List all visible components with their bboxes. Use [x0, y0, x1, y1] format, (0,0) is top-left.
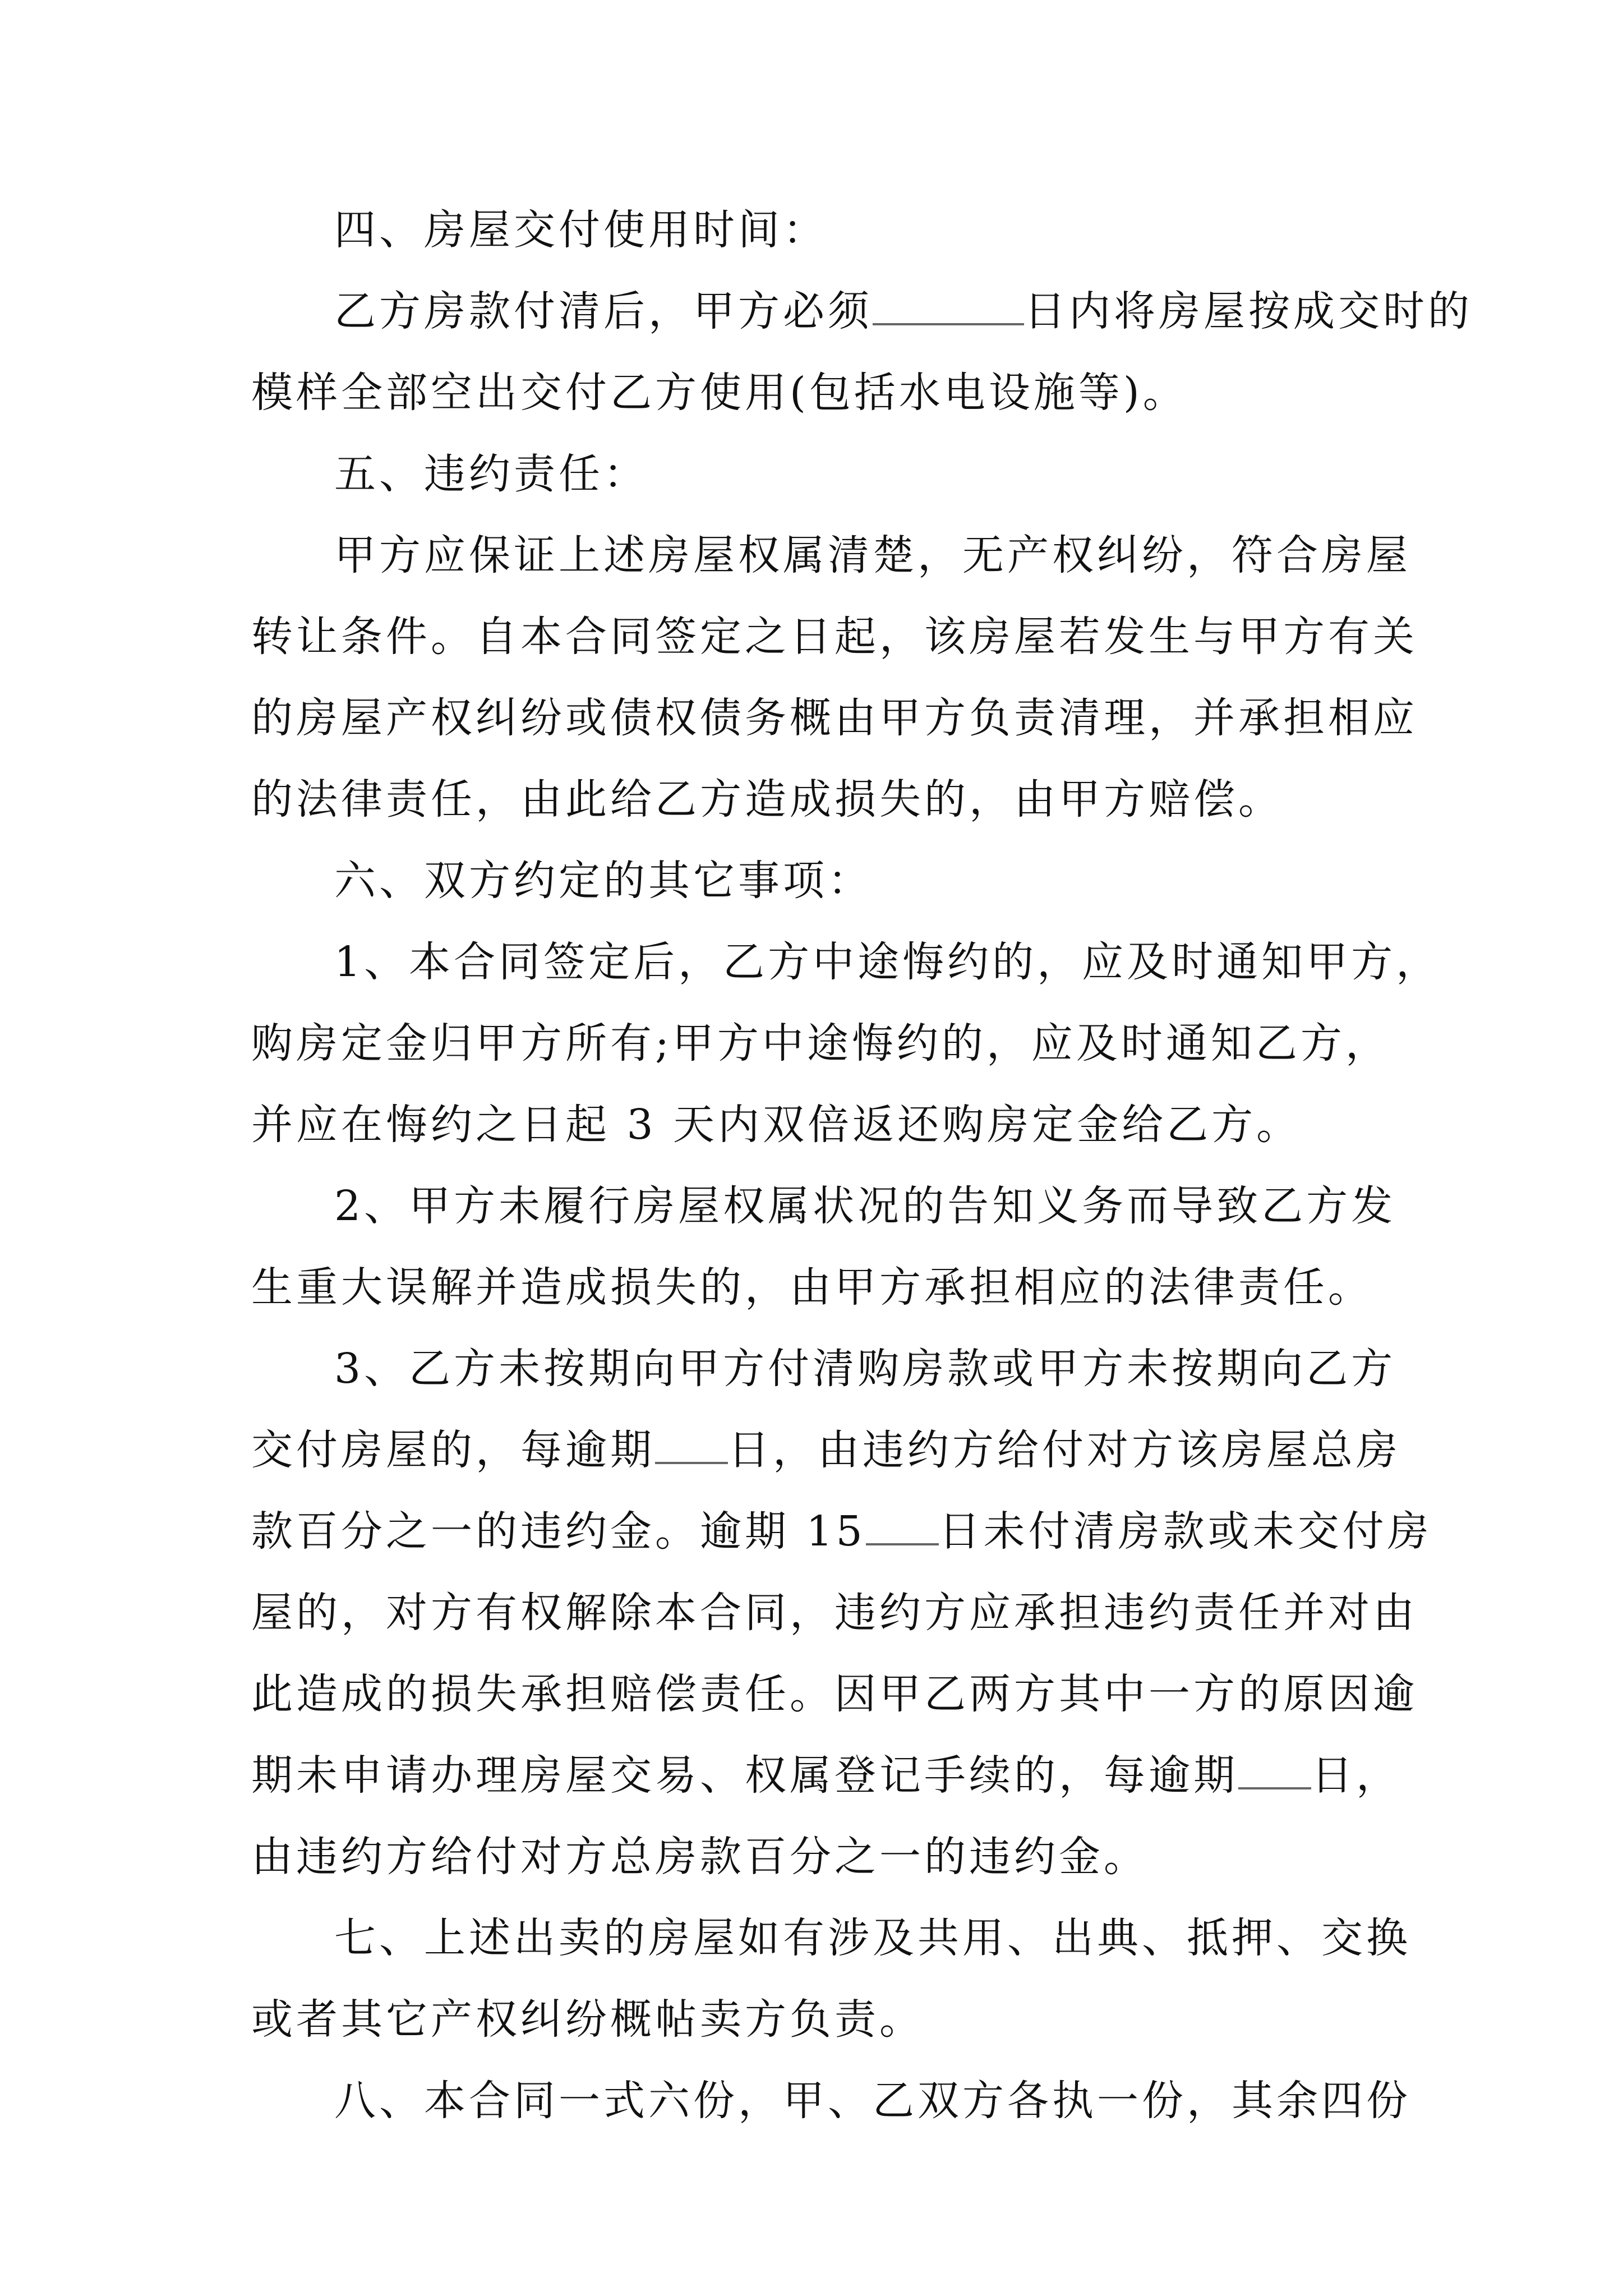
blank-field	[1238, 1756, 1311, 1789]
paragraph-line	[251, 759, 1384, 840]
line-text: 由违约方给付对方总房款百分之一的违约金。	[251, 1833, 1149, 1881]
line-text: 八、本合同一式六份，甲、乙双方各执一份，其余四份	[334, 2077, 1411, 2125]
line-text: 或者其它产权纠纷概帖卖方负责。	[251, 1995, 924, 2044]
line-text: 生重大误解并造成损失的，由甲方承担相应的法律责任。	[251, 1263, 1373, 1312]
paragraph-line	[251, 271, 1473, 352]
line-text: 乙方房款付清后，甲方必须	[334, 287, 873, 335]
line-text: 模样全部空出交付乙方使用(包括水电设施等)。	[251, 369, 1188, 417]
line-text: 六、双方约定的其它事项：	[334, 857, 873, 905]
line-text: 日内将房屋按成交时的	[1024, 287, 1473, 335]
paragraph-line	[251, 1491, 1432, 1572]
paragraph-line	[251, 1735, 1401, 1816]
paragraph-line	[251, 922, 1441, 1003]
paragraph-line	[251, 1410, 1401, 1491]
section-heading-other-matters	[251, 840, 1384, 922]
section-heading-breach	[251, 434, 1384, 515]
line-text: 期未申请办理房屋交易、权属登记手续的，每逾期	[251, 1751, 1238, 1800]
paragraph-line	[251, 596, 1418, 678]
paragraph-line	[251, 352, 1384, 434]
paragraph-line	[251, 1816, 1384, 1898]
paragraph-line	[251, 1084, 1384, 1166]
contract-body	[251, 190, 1473, 2142]
blank-field	[873, 292, 1024, 325]
line-text: 购房定金归甲方所有;甲方中途悔约的，应及时通知乙方，	[251, 1019, 1390, 1068]
line-text: 日，由违约方给付对方该房屋总房	[728, 1426, 1401, 1474]
line-text: 的法律责任，由此给乙方造成损失的，由甲方赔偿。	[251, 775, 1283, 823]
line-text: 1、本合同签定后，乙方中途悔约的，应及时通知甲方，	[334, 938, 1441, 986]
blank-field	[866, 1512, 939, 1545]
paragraph-line	[251, 1979, 1384, 2060]
line-text: 3、乙方未按期向甲方付清购房款或甲方未按期向乙方	[334, 1345, 1396, 1393]
line-text: 的房屋产权纠纷或债权债务概由甲方负责清理，并承担相应	[251, 694, 1418, 742]
paragraph-line	[251, 1003, 1390, 1084]
line-text: 2、甲方未履行房屋权属状况的告知义务而导致乙方发	[334, 1182, 1396, 1230]
blank-field	[655, 1431, 728, 1464]
paragraph-line	[251, 1166, 1396, 1247]
line-text: 七、上述出卖的房屋如有涉及共用、出典、抵押、交换	[334, 1914, 1411, 1962]
section-heading-encumbrance	[251, 1898, 1411, 1979]
line-text: 日，	[1311, 1751, 1401, 1800]
line-text: 款百分之一的违约金。逾期 15	[251, 1507, 866, 1556]
paragraph-line	[251, 1572, 1418, 1654]
line-text: 四、房屋交付使用时间：	[334, 206, 828, 254]
paragraph-line	[251, 1328, 1396, 1410]
paragraph-line	[251, 678, 1418, 759]
paragraph-line	[251, 1247, 1384, 1328]
line-text: 并应在悔约之日起 3 天内双倍返还购房定金给乙方。	[251, 1101, 1302, 1149]
line-text: 日未付清房款或未交付房	[938, 1507, 1432, 1556]
line-text: 五、违约责任：	[334, 450, 648, 498]
section-heading-delivery	[251, 190, 1384, 271]
line-text: 此造成的损失承担赔偿责任。因甲乙两方其中一方的原因逾	[251, 1670, 1418, 1718]
line-text: 甲方应保证上述房屋权属清楚，无产权纠纷，符合房屋	[334, 531, 1411, 579]
line-text: 屋的，对方有权解除本合同，违约方应承担违约责任并对由	[251, 1589, 1418, 1637]
line-text: 交付房屋的，每逾期	[251, 1426, 655, 1474]
section-heading-copies	[251, 2060, 1411, 2142]
line-text: 转让条件。自本合同签定之日起，该房屋若发生与甲方有关	[251, 613, 1418, 661]
paragraph-line	[251, 1654, 1418, 1735]
paragraph-line	[251, 515, 1411, 596]
